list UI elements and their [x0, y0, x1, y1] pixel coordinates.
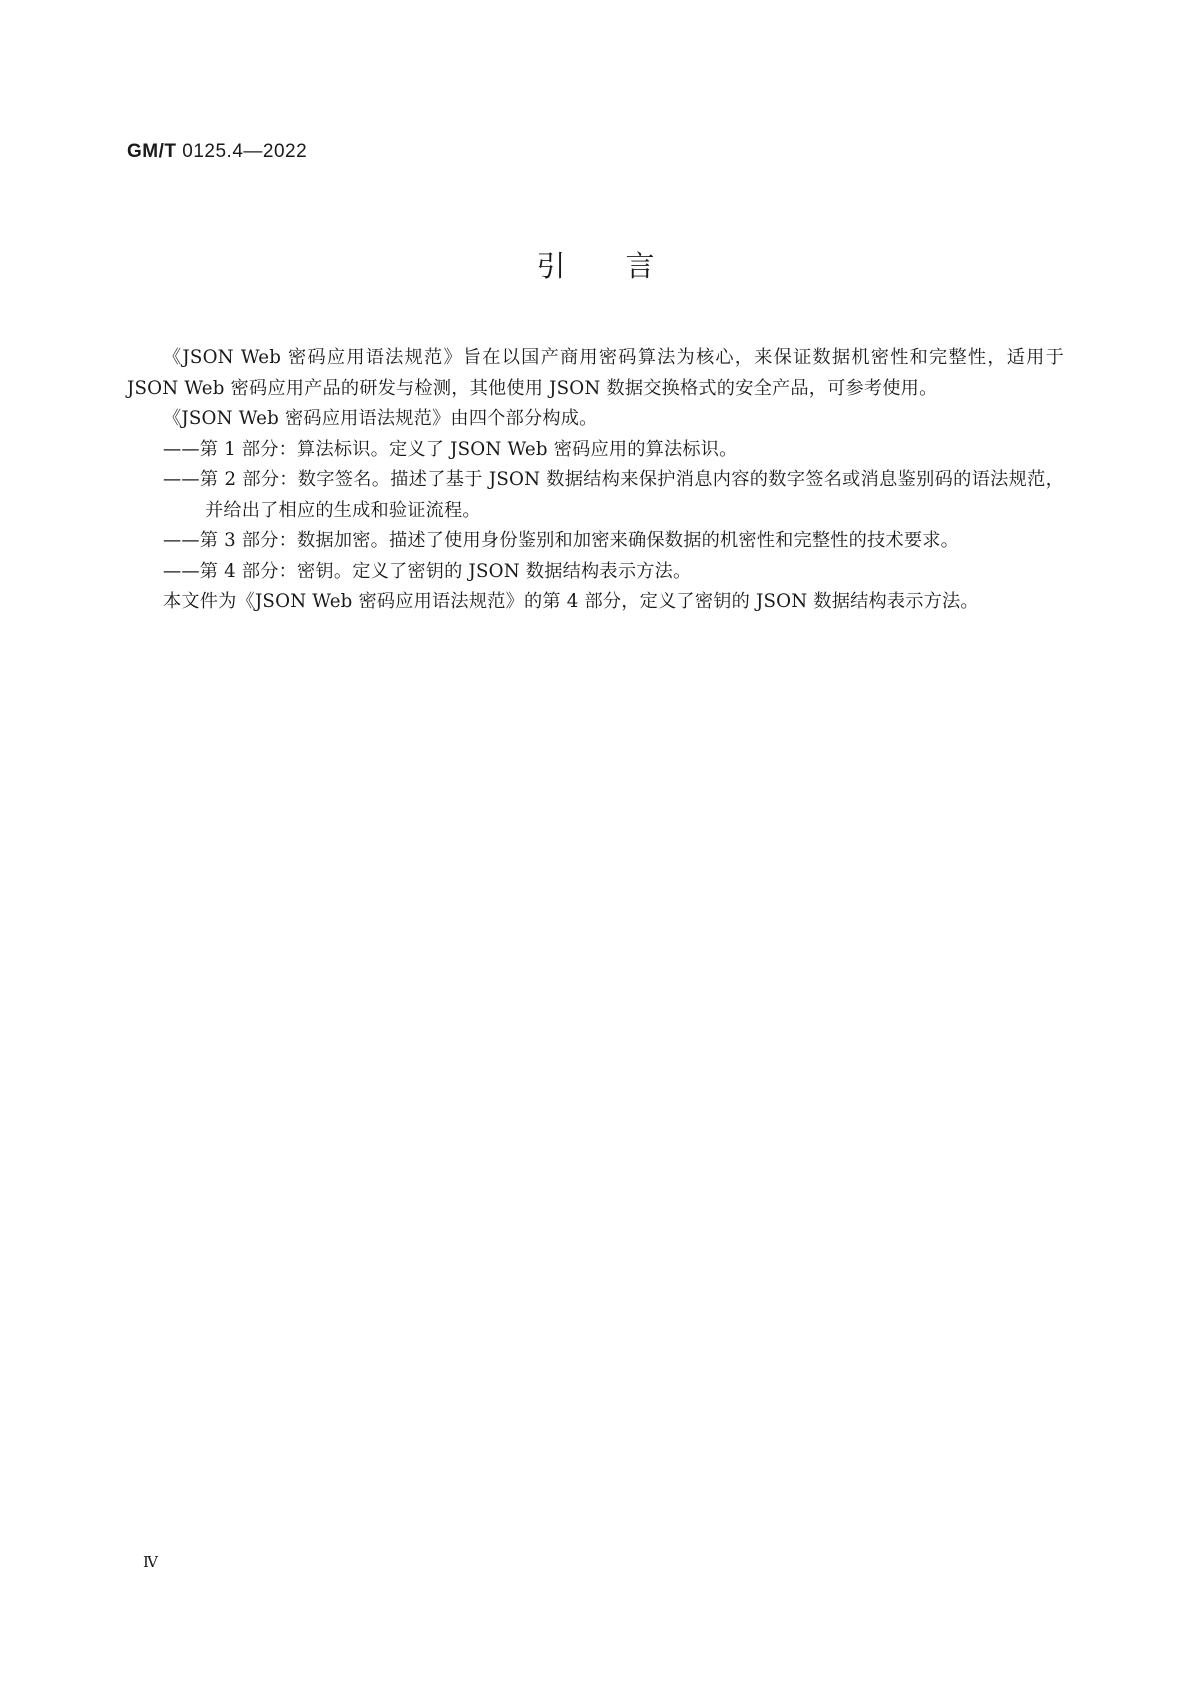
intro-paragraph: 《JSON Web 密码应用语法规范》旨在以国产商用密码算法为核心，来保证数据机密性和完整性，适用于 JSON Web 密码应用产品的研发与检测，其他使用 JSON 数据交换格式的安全产品，可参考使用。	[127, 347, 1064, 399]
parts-overview-paragraph: 《JSON Web 密码应用语法规范》由四个部分构成。	[163, 408, 598, 429]
part-3-item: ——第 3 部分：数据加密。描述了使用身份鉴别和加密来确保数据的机密性和完整性的技术要求。	[163, 530, 960, 551]
part-4-item: ——第 4 部分：密钥。定义了密钥的 JSON 数据结构表示方法。	[163, 560, 692, 582]
page-title-char-1: 引	[536, 249, 566, 283]
page-title-char-2: 言	[625, 249, 655, 283]
document-code-number: 0125.4—2022	[182, 141, 308, 162]
closing-paragraph: 本文件为《JSON Web 密码应用语法规范》的第 4 部分，定义了密钥的 JSON 数据结构表示方法。	[163, 591, 979, 612]
introduction-body	[127, 343, 1064, 618]
part-1-item: ——第 1 部分：算法标识。定义了 JSON Web 密码应用的算法标识。	[163, 438, 738, 460]
part-2-item: ——第 2 部分：数字签名。描述了基于 JSON 数据结构来保护消息内容的数字签名或消息鉴别码的语法规范，并给出了相应的生成和验证流程。	[163, 469, 1064, 521]
page-number: Ⅳ	[143, 1553, 158, 1571]
page-title	[0, 244, 1191, 285]
document-code	[127, 141, 307, 163]
document-code-prefix: GM/T	[127, 141, 177, 162]
parts-list	[127, 435, 1064, 588]
